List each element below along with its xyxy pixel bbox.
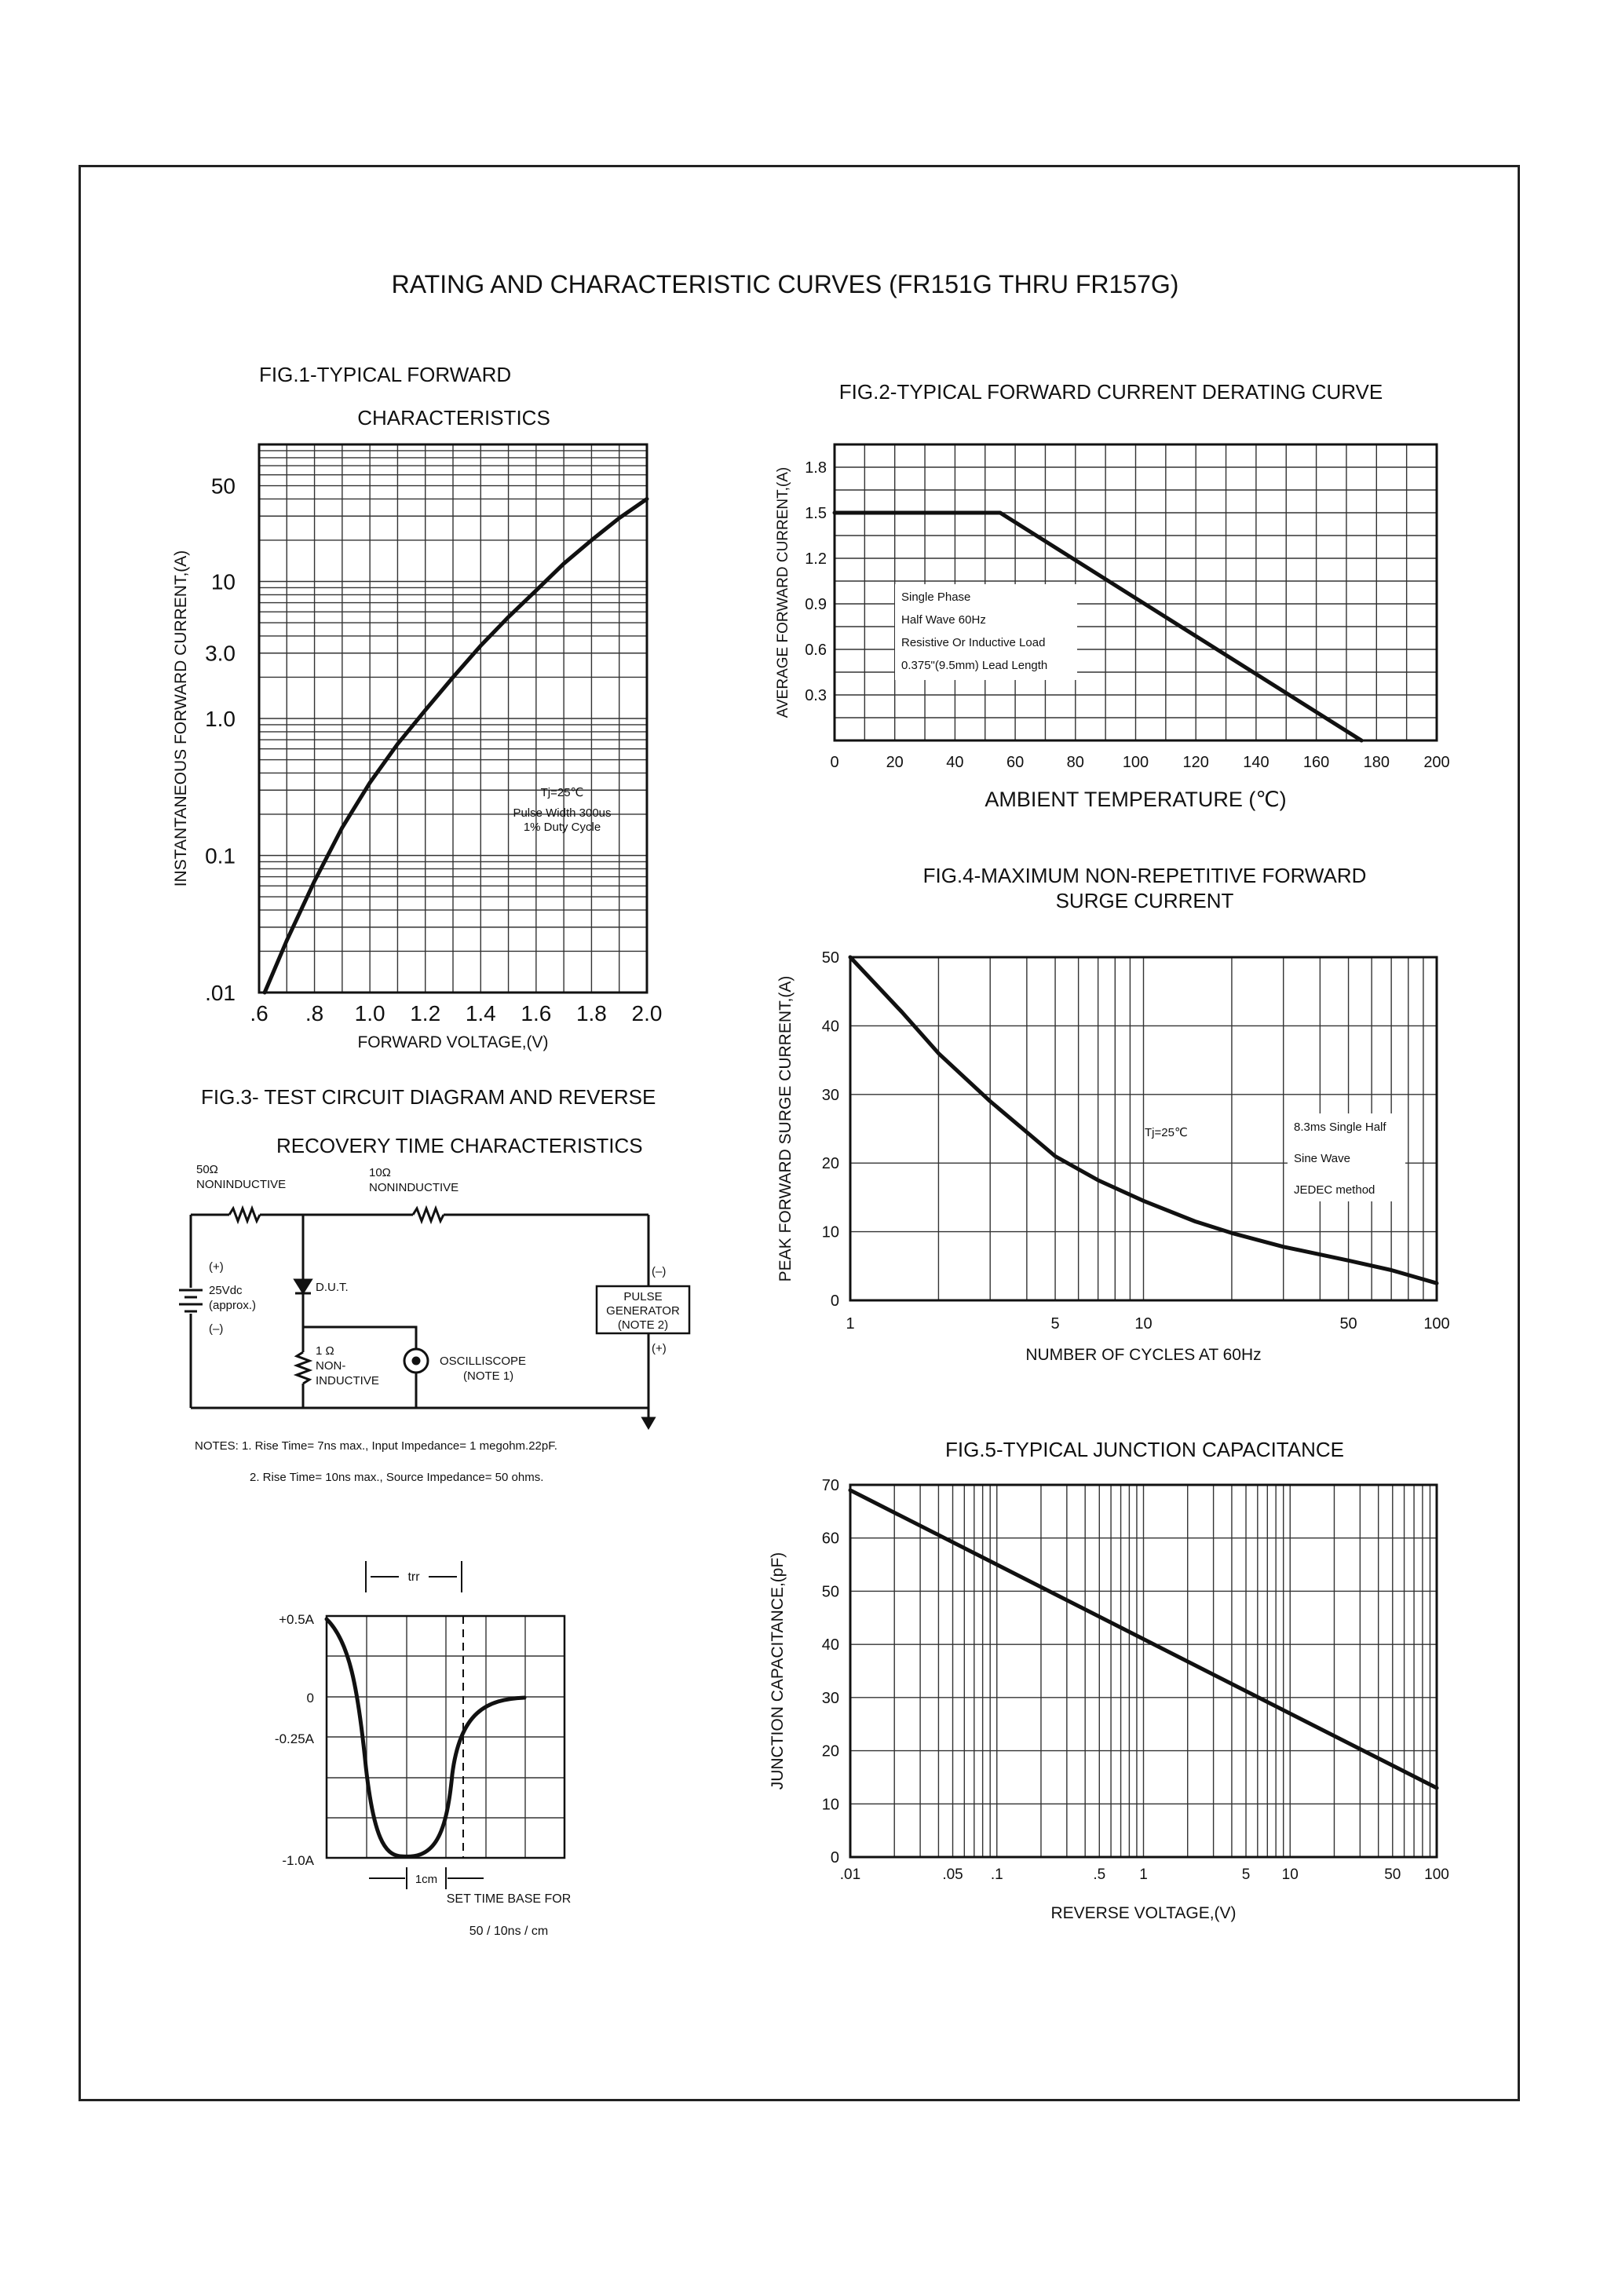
fig4-note-tj: Tj=25℃ [1145,1126,1188,1139]
waveform-recovery-curve [327,1619,524,1856]
pulse-minus: (–) [652,1265,667,1278]
fig5-y-tick-label: 60 [821,1530,839,1548]
waveform-note-line2: 50 / 10ns / cm [469,1925,549,1938]
fig4-title-line2: SURGE CURRENT [1055,889,1234,912]
fig5-y-tick-label: 10 [821,1796,839,1814]
fig4-y-tick-label: 20 [821,1155,839,1173]
fig4-y-axis-label: PEAK FORWARD SURGE CURRENT,(A) [776,975,795,1282]
fig5-x-axis-label: REVERSE VOLTAGE,(V) [1050,1904,1237,1922]
fig5-x-tick-label: 1 [1139,1866,1148,1883]
fig1-note-pulse: Pulse Width 300us [513,806,612,820]
waveform-y-tick-label: 0 [306,1691,314,1706]
fig1-x-tick-label: .8 [305,1001,324,1026]
fig4-x-tick-label: 100 [1423,1315,1450,1333]
waveform-note-line1: SET TIME BASE FOR [446,1892,572,1906]
fig2-x-tick-label: 180 [1363,754,1390,771]
scope-label-2: (NOTE 1) [463,1369,514,1383]
note-1: NOTES: 1. Rise Time= 7ns max., Input Impedance= 1 megohm.22pF. [195,1439,557,1453]
fig4-title-line1: FIG.4-MAXIMUM NON-REPETITIVE FORWARD [922,864,1367,887]
fig4-x-tick-label: 10 [1134,1315,1153,1333]
fig2-title: FIG.2-TYPICAL FORWARD CURRENT DERATING CURVE [838,380,1383,404]
source-value: 25Vdc [209,1284,243,1297]
fig5-x-tick-label: 10 [1281,1866,1299,1883]
ground-arrow-icon [643,1418,654,1428]
r1-type: NONINDUCTIVE [196,1178,287,1191]
waveform-y-tick-label: +0.5A [279,1612,314,1627]
fig4-note-2: Sine Wave [1294,1152,1350,1165]
fig2-x-tick-label: 140 [1243,754,1269,771]
fig4-note-3: JEDEC method [1294,1183,1375,1197]
fig5-x-tick-label: .1 [990,1866,1003,1883]
fig5-x-tick-label: .5 [1093,1866,1106,1883]
r2-type: NONINDUCTIVE [369,1181,459,1194]
fig2-note-4: 0.375"(9.5mm) Lead Length [901,659,1048,672]
pulse-label-3: (NOTE 2) [617,1318,669,1332]
r1-value: 50Ω [196,1163,218,1176]
fig2-x-tick-label: 20 [886,754,904,771]
waveform-scale-label: 1cm [415,1873,438,1886]
fig2-note-2: Half Wave 60Hz [901,613,986,627]
fig3-title-line2: RECOVERY TIME CHARACTERISTICS [276,1134,643,1157]
fig1-x-tick-label: .6 [250,1001,269,1026]
fig4-x-tick-label: 1 [846,1315,855,1333]
dut-label: D.U.T. [316,1281,349,1294]
waveform-trr-label: trr [407,1570,420,1584]
r3-value: 1 Ω [316,1344,334,1358]
fig2-chart [775,444,1450,811]
fig1-y-axis-label: INSTANTANEOUS FORWARD CURRENT,(A) [172,550,190,887]
fig1-y-tick-label: 50 [210,473,236,499]
fig1-x-tick-label: 1.0 [354,1001,385,1026]
fig3-circuit [179,1208,689,1428]
note-2: 2. Rise Time= 10ns max., Source Impedance= 50 ohms. [250,1471,544,1484]
resistor-10-ohm [413,1208,444,1221]
fig2-y-tick-label: 0.3 [805,687,827,704]
fig5-y-tick-label: 40 [821,1636,839,1654]
fig5-title: FIG.5-TYPICAL JUNCTION CAPACITANCE [944,1438,1345,1461]
fig1-title-line2: CHARACTERISTICS [357,406,550,430]
fig2-x-tick-label: 200 [1423,754,1450,771]
fig3-waveform-chart [275,1561,571,1938]
fig2-y-tick-label: 1.8 [805,459,827,477]
fig5-x-tick-label: 5 [1241,1866,1251,1883]
fig2-y-tick-label: 1.2 [805,550,827,568]
r3-type-2: INDUCTIVE [316,1374,379,1387]
r3-type-1: NON- [316,1359,346,1373]
fig4-y-tick-label: 10 [821,1223,839,1241]
fig2-y-tick-label: 0.6 [805,642,827,659]
fig1-x-tick-label: 1.4 [465,1001,496,1026]
fig4-note-1: 8.3ms Single Half [1294,1121,1386,1134]
fig2-x-tick-label: 100 [1122,754,1149,771]
fig1-note-tj: Tj=25℃ [540,786,584,799]
pulse-label-2: GENERATOR [606,1304,680,1318]
fig4-y-tick-label: 30 [821,1086,839,1104]
scope-label-1: OSCILLISCOPE [440,1355,527,1368]
page-title: RATING AND CHARACTERISTIC CURVES (FR151G THRU FR157G) [391,270,1179,298]
fig3-title-line1: FIG.3- TEST CIRCUIT DIAGRAM AND REVERSE [201,1085,656,1109]
fig2-x-tick-label: 60 [1006,754,1025,771]
fig1-note-duty: 1% Duty Cycle [523,821,601,834]
fig2-note-1: Single Phase [901,590,971,604]
fig1-x-tick-label: 2.0 [631,1001,663,1026]
fig5-x-tick-label: .05 [942,1866,963,1883]
fig5-y-tick-label: 0 [830,1849,839,1866]
waveform-y-tick-label: -1.0A [282,1853,314,1868]
fig2-x-tick-label: 120 [1182,754,1209,771]
fig1-x-axis-label: FORWARD VOLTAGE,(V) [357,1033,549,1051]
fig1-y-tick-label: 10 [210,569,236,594]
resistor-1-ohm [297,1352,309,1384]
fig1-x-tick-label: 1.8 [575,1001,607,1026]
source-note: (approx.) [209,1299,257,1312]
fig4-x-tick-label: 5 [1050,1315,1060,1333]
fig1-chart [172,444,662,1051]
fig2-x-tick-label: 160 [1302,754,1330,771]
waveform-y-tick-label: -0.25A [274,1731,314,1746]
fig1-x-tick-label: 1.2 [410,1001,441,1026]
fig4-x-tick-label: 50 [1339,1315,1357,1333]
fig5-y-tick-label: 70 [821,1477,839,1494]
source-minus: (–) [209,1322,224,1336]
fig2-y-axis-label: AVERAGE FORWARD CURRENT,(A) [775,466,791,718]
resistor-50-ohm [229,1208,260,1221]
fig5-y-axis-label: JUNCTION CAPACITANCE,(pF) [769,1552,787,1790]
fig1-y-tick-label: .01 [205,980,236,1005]
fig1-title-line1: FIG.1-TYPICAL FORWARD [259,363,512,386]
pulse-label-1: PULSE [623,1290,663,1303]
fig2-x-axis-label: AMBIENT TEMPERATURE (℃) [985,788,1287,811]
source-plus: (+) [209,1260,224,1274]
fig5-chart [769,1477,1449,1922]
fig1-y-tick-label: 0.1 [205,843,236,868]
fig5-x-tick-label: 50 [1384,1866,1401,1883]
fig5-y-tick-label: 20 [821,1742,839,1760]
fig2-x-tick-label: 40 [946,754,964,771]
fig2-y-tick-label: 1.5 [805,505,827,522]
fig2-x-tick-label: 80 [1066,754,1084,771]
fig4-y-tick-label: 40 [821,1018,839,1036]
fig5-x-tick-label: 100 [1424,1866,1449,1883]
pulse-plus: (+) [652,1342,667,1355]
fig1-y-tick-label: 3.0 [205,641,236,666]
diode-symbol [295,1280,311,1292]
r2-value: 10Ω [369,1166,391,1179]
fig2-y-tick-label: 0.9 [805,596,827,613]
fig2-x-tick-label: 0 [830,754,839,771]
fig4-y-tick-label: 50 [821,949,839,967]
fig1-y-tick-label: 1.0 [205,706,236,731]
fig1-curve [265,499,647,993]
fig5-x-tick-label: .01 [839,1866,861,1883]
fig5-y-tick-label: 30 [821,1689,839,1707]
fig1-x-tick-label: 1.6 [521,1001,552,1026]
fig5-y-tick-label: 50 [821,1583,839,1601]
fig4-x-axis-label: NUMBER OF CYCLES AT 60Hz [1025,1346,1262,1364]
fig4-y-tick-label: 0 [830,1292,839,1310]
fig2-note-3: Resistive Or Inductive Load [901,636,1046,649]
